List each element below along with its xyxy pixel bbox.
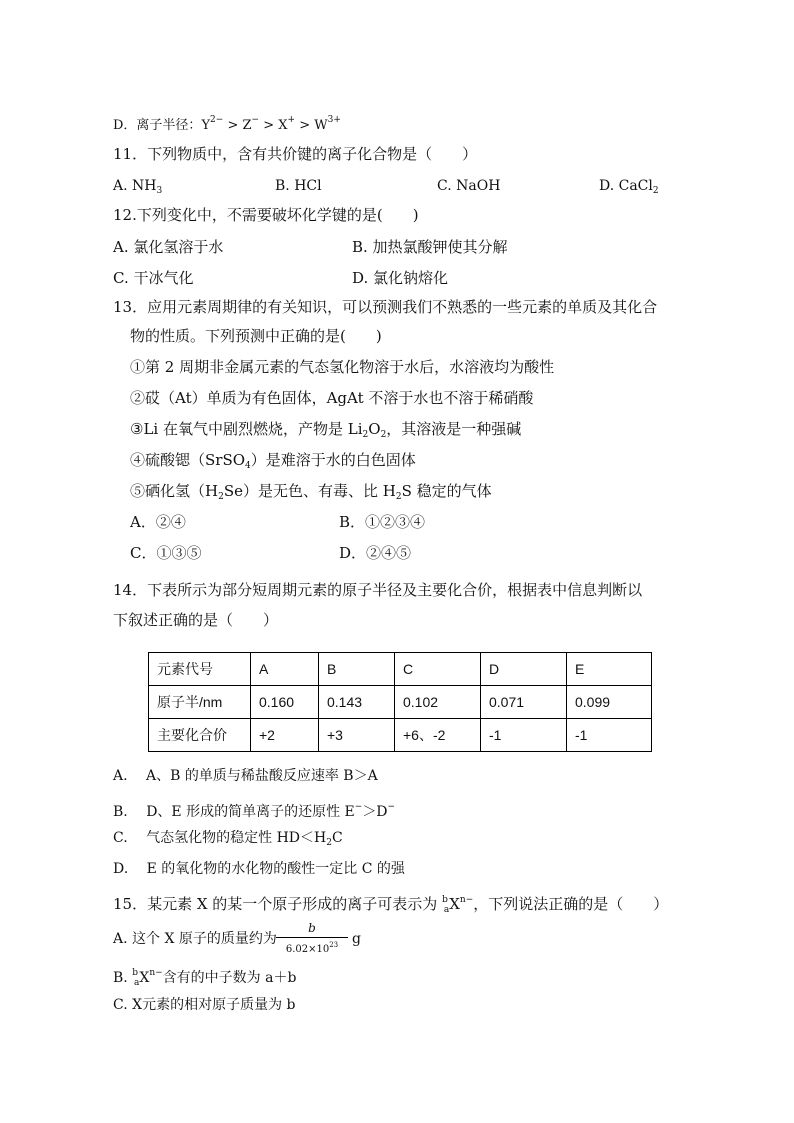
- table-cell: -1: [567, 719, 652, 752]
- table-cell: +6、-2: [395, 719, 481, 752]
- q13-stem-line1: 13．应用元素周期律的有关知识，可以预测我们不熟悉的一些元素的单质及其化合: [113, 298, 658, 316]
- q11-option-b[interactable]: B. HCl: [275, 178, 322, 194]
- q11-stem: 11．下列物质中，含有共价键的离子化合物是（ ）: [113, 145, 478, 163]
- q12-option-c[interactable]: C. 干冰气化: [113, 269, 194, 287]
- q11-option-a[interactable]: A. $NH_3$: [113, 178, 163, 196]
- q14-stem-line2: 下叙述正确的是（ ）: [113, 611, 279, 629]
- q13-option-c[interactable]: C．①③⑤: [130, 544, 202, 562]
- table-row: [149, 653, 652, 686]
- table-cell: 元素代号: [149, 653, 251, 686]
- q15-option-a-unit: g: [352, 931, 361, 947]
- q10-option-d: D．离子半径：$Y^{2-} > Z^- > X^+ > W^{3+}$: [113, 115, 341, 133]
- table-cell: 0.143: [319, 686, 395, 719]
- q11-option-c[interactable]: C. NaOH: [437, 178, 501, 194]
- table-cell: A: [251, 653, 319, 686]
- table-row: [149, 719, 652, 752]
- q11-option-d[interactable]: D. CaCl$_2$: [599, 178, 659, 196]
- q12-option-b[interactable]: B. 加热氯酸钾使其分解: [352, 238, 508, 256]
- table-cell: 主要化合价: [149, 719, 251, 752]
- q15-option-a[interactable]: A. 这个 X 原子的质量约为: [113, 931, 277, 947]
- q14-stem-line1: 14．下表所示为部分短周期元素的原子半径及主要化合价，根据表中信息判断以: [113, 581, 643, 599]
- q13-statement-5: ⑤硒化氢$(H_2Se)$是无色、有毒、比 $H_2S$ 稳定的气体: [130, 482, 492, 502]
- q13-statement-1: ①第 2 周期非金属元素的气态氢化物溶于水后，水溶液均为酸性: [130, 358, 555, 376]
- q13-stem-line2: 物的性质。下列预测中正确的是( ): [130, 327, 382, 345]
- table-cell: D: [481, 653, 567, 686]
- table-cell: B: [319, 653, 395, 686]
- q15-stem: 15．某元素 X 的某一个原子形成的离子可表示为 $^b_aX^{n-}$，下列说法正确的是（ ）: [113, 895, 669, 915]
- table-cell: +2: [251, 719, 319, 752]
- q13-option-a[interactable]: A．②④: [130, 513, 186, 531]
- table-cell: 0.160: [251, 686, 319, 719]
- table-cell: +3: [319, 719, 395, 752]
- table-row: [149, 686, 652, 719]
- q13-option-d[interactable]: D．②④⑤: [339, 544, 412, 562]
- table-cell: 0.071: [481, 686, 567, 719]
- mass-fraction: b $6.02\times 10^{23}$: [272, 920, 352, 957]
- table-cell: -1: [481, 719, 567, 752]
- q12-option-d[interactable]: D. 氯化钠熔化: [352, 269, 449, 287]
- table-cell: E: [567, 653, 652, 686]
- q13-statement-3: ③Li 在氧气中剧烈燃烧，产物是 $Li_2O_2$，其溶液是一种强碱: [130, 420, 522, 440]
- q14-option-a[interactable]: A. A、B 的单质与稀盐酸反应速率 B＞A: [113, 768, 378, 784]
- q13-option-b[interactable]: B．①②③④: [339, 513, 426, 531]
- q15-option-c[interactable]: C. X元素的相对原子质量为 b: [113, 997, 296, 1013]
- q13-statement-2: ②砹（At）单质为有色固体，AgAt 不溶于水也不溶于稀硝酸: [130, 389, 534, 407]
- table-cell: 原子半/nm: [149, 686, 251, 719]
- q12-option-a[interactable]: A. 氯化氢溶于水: [113, 238, 224, 256]
- table-cell: 0.102: [395, 686, 481, 719]
- q14-option-d[interactable]: D. E 的氧化物的水化物的酸性一定比 C 的强: [113, 861, 405, 877]
- element-table: [148, 652, 652, 752]
- table-cell: 0.099: [567, 686, 652, 719]
- q13-statement-4: ④硫酸锶（SrSO$_4$）是难溶于水的白色固体: [130, 451, 416, 471]
- table-cell: C: [395, 653, 481, 686]
- q12-stem: 12.下列变化中，不需要破坏化学键的是( ): [113, 206, 419, 224]
- q14-option-b[interactable]: B. D、E 形成的简单离子的还原性 E−＞D−: [113, 802, 396, 820]
- q14-option-c[interactable]: C. 气态氢化物的稳定性 $HD<H_2C$: [113, 830, 343, 848]
- q15-option-b[interactable]: B. $^b_aX^{n-}$含有的中子数为 a＋b: [113, 968, 297, 988]
